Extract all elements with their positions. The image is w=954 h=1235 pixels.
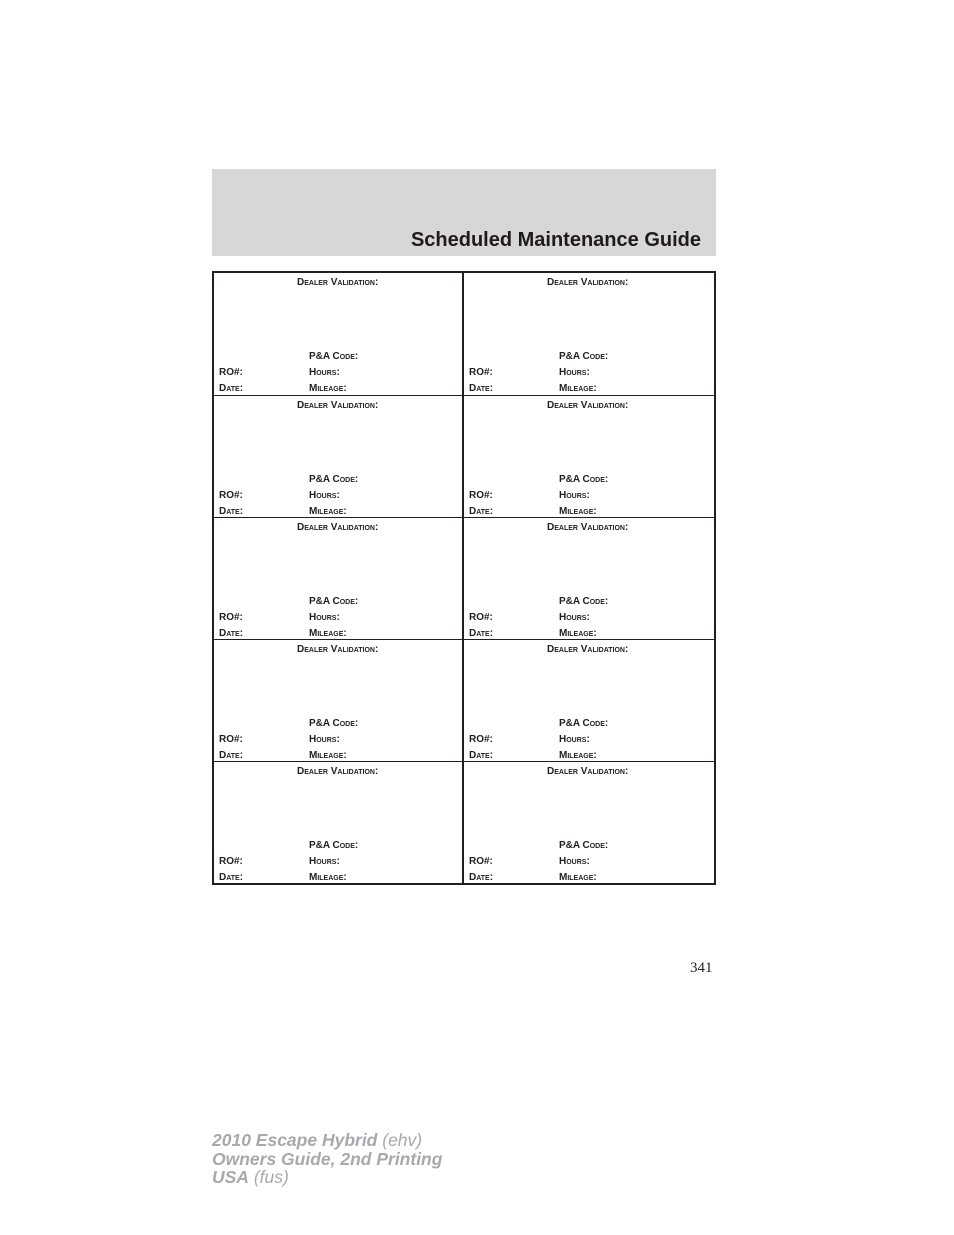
pa-code-label: P&A Code: — [559, 351, 609, 362]
hours-label: Hours: — [559, 734, 590, 745]
record-cell — [214, 395, 464, 517]
date-label: Date: — [219, 383, 244, 394]
footer-line-3 — [212, 1168, 442, 1187]
hours-label: Hours: — [309, 612, 340, 623]
section-title: Scheduled Maintenance Guide — [410, 229, 701, 251]
hours-label: Hours: — [309, 734, 340, 745]
dealer-validation-label: Dealer Validation: — [297, 522, 379, 533]
dealer-validation-label: Dealer Validation: — [547, 766, 629, 777]
dealer-validation-label: Dealer Validation: — [297, 277, 379, 288]
record-cell — [464, 395, 714, 517]
record-cell — [464, 761, 714, 883]
ro-number-label: RO#: — [469, 490, 493, 501]
ro-number-label: RO#: — [219, 367, 243, 378]
pa-code-label: P&A Code: — [559, 840, 609, 851]
document-footer — [212, 1131, 442, 1187]
pa-code-label: P&A Code: — [309, 718, 359, 729]
mileage-label: Mileage: — [309, 750, 347, 761]
pa-code-label: P&A Code: — [309, 351, 359, 362]
maintenance-record-grid — [212, 271, 716, 885]
dealer-validation-label: Dealer Validation: — [547, 644, 629, 655]
mileage-label: Mileage: — [559, 506, 597, 517]
dealer-validation-label: Dealer Validation: — [547, 277, 629, 288]
date-label: Date: — [219, 750, 244, 761]
pa-code-label: P&A Code: — [559, 474, 609, 485]
ro-number-label: RO#: — [469, 367, 493, 378]
dealer-validation-label: Dealer Validation: — [297, 644, 379, 655]
mileage-label: Mileage: — [559, 750, 597, 761]
footer-line-2: Owners Guide, 2nd Printing — [212, 1148, 443, 1169]
footer-market-code: (fus) — [253, 1167, 289, 1187]
hours-label: Hours: — [559, 612, 590, 623]
footer-market: USA — [212, 1167, 249, 1187]
hours-label: Hours: — [559, 490, 590, 501]
hours-label: Hours: — [559, 856, 590, 867]
dealer-validation-label: Dealer Validation: — [547, 522, 629, 533]
record-cell — [464, 273, 714, 395]
date-label: Date: — [469, 383, 494, 394]
date-label: Date: — [469, 506, 494, 517]
pa-code-label: P&A Code: — [559, 596, 609, 607]
mileage-label: Mileage: — [559, 383, 597, 394]
hours-label: Hours: — [559, 367, 590, 378]
hours-label: Hours: — [309, 367, 340, 378]
date-label: Date: — [219, 628, 244, 639]
record-cell — [464, 517, 714, 639]
hours-label: Hours: — [309, 856, 340, 867]
mileage-label: Mileage: — [309, 383, 347, 394]
date-label: Date: — [469, 628, 494, 639]
record-cell — [214, 273, 464, 395]
ro-number-label: RO#: — [469, 612, 493, 623]
record-cell — [214, 639, 464, 761]
record-cell — [214, 761, 464, 883]
section-header-band — [212, 169, 716, 256]
pa-code-label: P&A Code: — [559, 718, 609, 729]
footer-vehicle-code: (ehv) — [382, 1130, 423, 1150]
footer-vehicle: 2010 Escape Hybrid — [212, 1130, 378, 1150]
dealer-validation-label: Dealer Validation: — [297, 766, 379, 777]
date-label: Date: — [219, 506, 244, 517]
dealer-validation-label: Dealer Validation: — [547, 400, 629, 411]
ro-number-label: RO#: — [219, 856, 243, 867]
date-label: Date: — [219, 872, 244, 883]
page-number: 341 — [690, 960, 713, 976]
ro-number-label: RO#: — [469, 856, 493, 867]
pa-code-label: P&A Code: — [309, 596, 359, 607]
pa-code-label: P&A Code: — [309, 474, 359, 485]
footer-line-1 — [212, 1131, 442, 1150]
mileage-label: Mileage: — [559, 628, 597, 639]
record-cell — [214, 517, 464, 639]
record-cell — [464, 639, 714, 761]
mileage-label: Mileage: — [559, 872, 597, 883]
mileage-label: Mileage: — [309, 506, 347, 517]
dealer-validation-label: Dealer Validation: — [297, 400, 379, 411]
ro-number-label: RO#: — [219, 490, 243, 501]
pa-code-label: P&A Code: — [309, 840, 359, 851]
ro-number-label: RO#: — [219, 734, 243, 745]
mileage-label: Mileage: — [309, 628, 347, 639]
ro-number-label: RO#: — [219, 612, 243, 623]
hours-label: Hours: — [309, 490, 340, 501]
mileage-label: Mileage: — [309, 872, 347, 883]
date-label: Date: — [469, 750, 494, 761]
date-label: Date: — [469, 872, 494, 883]
ro-number-label: RO#: — [469, 734, 493, 745]
